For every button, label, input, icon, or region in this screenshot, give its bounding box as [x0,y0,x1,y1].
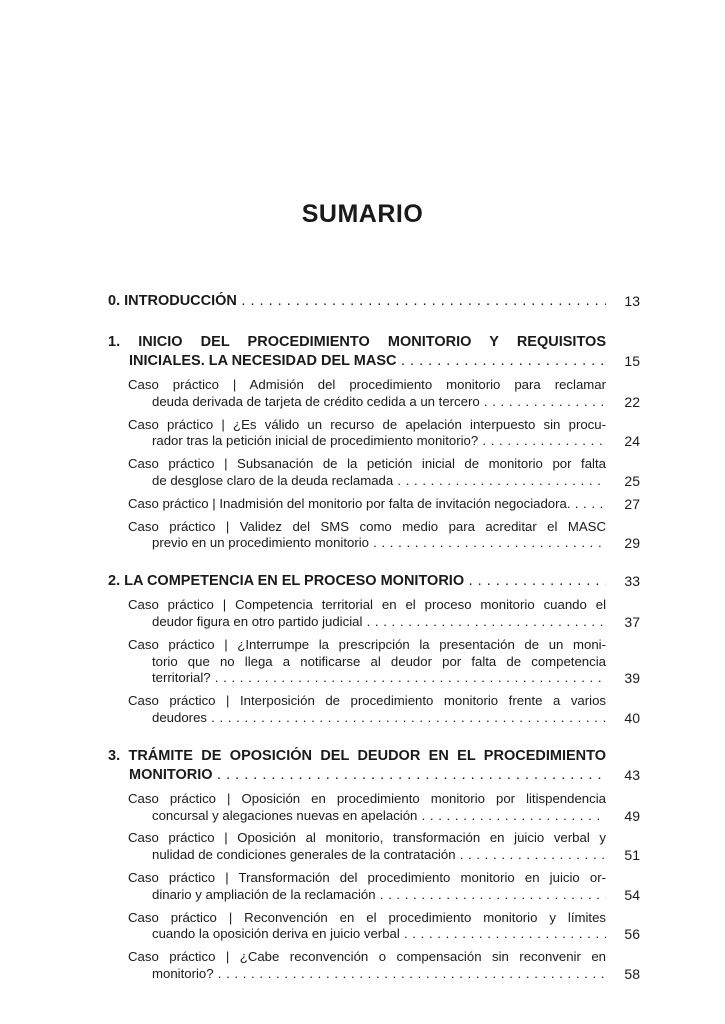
case-entry-line: torio que no llega a notificarse al deudor por falta de competencia [152,653,606,669]
page-number: 24 [606,433,640,450]
case-entry-line: Caso práctico | Transformación del procedimiento monitorio en juicio or- [128,869,606,885]
chapter-heading [108,333,640,371]
chapter-heading-line: 1. INICIO DEL PROCEDIMIENTO MONITORIO Y REQUISITOS [108,334,606,350]
page-number: 49 [606,808,640,825]
chapter-heading [108,292,640,311]
page-number: 33 [606,572,640,591]
case-entry-line: dinario y ampliación de la reclamación . . . [128,887,606,904]
page-number: 29 [606,535,640,552]
case-entry-line: Caso práctico | Reconvención en el procedimiento monitorio y límites [128,909,606,925]
case-entry-line: Caso práctico | Validez del SMS como medio para acreditar el MASC [128,518,606,534]
case-entry [128,870,640,904]
case-entry-line: monitorio? . . . [128,966,606,983]
case-entry-line: de desglose claro de la deuda reclamada . . . [128,473,606,490]
toc-chapter [108,572,640,727]
page-number: 56 [606,926,640,943]
case-entry-line: territorial? . . . [128,670,606,687]
case-entry [128,791,640,825]
case-entry-line: nulidad de condiciones generales de la contratación . . . [128,847,606,864]
page-number: 51 [606,847,640,864]
page-number: 54 [606,887,640,904]
case-entry [128,597,640,631]
page-number: 37 [606,614,640,631]
toc-chapter [108,292,640,311]
case-entry-line: Caso práctico | Interposición de procedimiento monitorio frente a varios [128,693,606,709]
page-number: 40 [606,710,640,727]
page-number: 27 [606,496,640,513]
page-title: SUMARIO [301,200,424,228]
chapter-heading-line: 2. LA COMPETENCIA EN EL PROCESO MONITORIO . . . [108,572,606,591]
chapter-heading-line: INICIALES. LA NECESIDAD DEL MASC . . . [108,352,606,371]
page-number: 13 [606,292,640,311]
case-entry-line: rador tras la petición inicial de procedimiento monitorio? . . . [128,433,606,450]
case-entry [128,949,640,983]
chapter-heading-line: 0. INTRODUCCIÓN . . . [108,292,606,311]
case-entry [128,910,640,944]
case-entry-line: Caso práctico | Oposición en procedimiento monitorio por litispendencia [128,790,606,806]
case-entry [128,377,640,411]
case-entry [128,417,640,451]
case-entry-line: Caso práctico | Subsanación de la petición inicial de monitorio por falta [128,456,606,472]
case-entry [128,496,640,513]
page-number: 22 [606,394,640,411]
case-entry-line: deudores . . . [128,710,606,727]
case-entry [128,637,640,687]
case-entry-line: Caso práctico | Competencia territorial en el proceso monitorio cuando el [128,597,606,613]
case-entry-line: previo en un procedimiento monitorio . . . [128,535,606,552]
page-number: 25 [606,473,640,490]
page-number: 58 [606,966,640,983]
case-entry [128,693,640,727]
case-entry-line: Caso práctico | Inadmisión del monitorio por falta de invitación negociadora. . . . [128,496,606,513]
toc-chapter [108,333,640,552]
case-entry [128,519,640,553]
case-entry [128,456,640,490]
case-entry [128,830,640,864]
case-entry-line: Caso práctico | ¿Es válido un recurso de apelación interpuesto sin procu- [128,416,606,432]
case-entry-line: deuda derivada de tarjeta de crédito cedida a un tercero . . . [128,394,606,411]
table-of-contents [108,292,640,1003]
case-entry-line: deudor figura en otro partido judicial . . . [128,614,606,631]
case-entry-line: Caso práctico | ¿Interrumpe la prescripción la presentación de un moni- [128,636,606,652]
page-number: 15 [606,352,640,371]
case-entry-line: concursal y alegaciones nuevas en apelación . . . [128,808,606,825]
chapter-heading [108,572,640,591]
page-number: 39 [606,670,640,687]
chapter-heading-line: MONITORIO . . . [108,766,606,785]
case-entry-line: Caso práctico | Oposición al monitorio, transformación en juicio verbal y [128,830,606,846]
chapter-heading-line: 3. TRÁMITE DE OPOSICIÓN DEL DEUDOR EN EL PROCEDIMIENTO [108,747,606,764]
chapter-heading [108,747,640,785]
case-entry-line: Caso práctico | Admisión del procedimiento monitorio para reclamar [128,377,606,392]
toc-chapter [108,747,640,983]
case-entry-line: Caso práctico | ¿Cabe reconvención o compensación sin reconvenir en [128,949,606,965]
case-entry-line: cuando la oposición deriva en juicio verbal . . . [128,926,606,943]
page-number: 43 [606,766,640,785]
